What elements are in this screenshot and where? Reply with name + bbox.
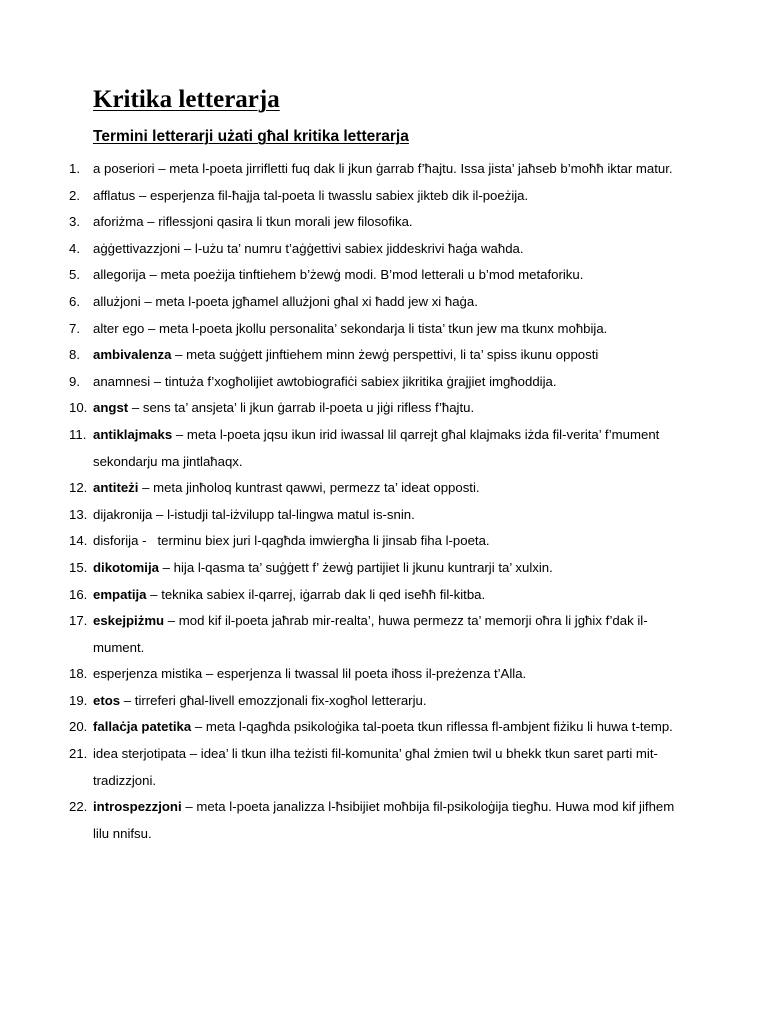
glossary-item [0,582,693,609]
item-term: anamnesi [93,373,151,389]
item-definition: riflessjoni qasira li tkun morali jew filosofika. [158,214,413,230]
item-separator: – [164,613,179,629]
glossary-item [0,183,693,210]
item-number: 11. [69,426,87,442]
item-definition: l-istudji tal-iżvilupp tal-lingwa matul is-snin. [167,506,415,522]
item-number: 6. [69,293,80,309]
item-definition: sens ta’ ansjeta’ li jkun ġarrab il-poeta u jiġi rifless f’ħajtu. [142,400,475,416]
item-number: 15. [69,559,88,575]
item-separator: – [181,799,197,815]
item-number: 21. [69,746,88,762]
item-number: 13. [69,506,88,522]
glossary-item [0,475,693,502]
item-term: introspezzjoni [93,799,182,815]
item-term: afflatus [93,187,136,203]
item-definition: terminu biex juri l-qagħda imwiergħa li jinsab fiha l-poeta. [157,533,490,549]
item-term: disforija [93,533,139,549]
item-separator: – [143,214,159,230]
item-number: 10. [69,400,88,416]
item-term: antiteżi [93,480,139,496]
item-definition: mod kif il-poeta jaħrab mir-realta’, huwa permezz ta’ memorji oħra li jgħix f’dak il-mument. [93,613,648,655]
item-definition: meta l-poeta jkollu personalita’ sekondarja li tista’ tkun jew ma tkunx moħbija. [159,320,608,336]
item-number: 17. [69,613,88,629]
item-number: 14. [69,533,88,549]
item-term: idea sterjotipata [93,746,187,762]
item-term: empatija [93,586,147,602]
item-number: 2. [69,187,80,203]
item-definition: hija l-qasma ta’ suġġett f’ żewġ partijiet li jkunu kuntrarji ta’ xulxin. [173,559,553,575]
item-number: 19. [69,692,88,708]
item-definition: teknika sabiex il-qarrej, iġarrab dak li qed iseħħ fil-kitba. [161,586,486,602]
item-separator: – [152,506,168,522]
glossary-item [0,714,693,741]
item-term: ambivalenza [93,347,172,363]
item-definition: idea’ li tkun ilha teżisti fil-komunita’ għal żmien twil u bhekk tkun saret parti mit-tradizzjoni. [93,746,658,788]
item-definition: tirreferi għal-livell emozzjonali fix-xogħol letterarju. [134,692,427,708]
item-term: alter ego [93,320,145,336]
item-definition: tintuża f’xogħolijiet awtobiografiċi sabiex jikritika ġrajjiet imgħoddija. [164,373,557,389]
item-number: 8. [69,347,80,363]
item-term: eskejpiżmu [93,613,165,629]
item-separator: – [202,666,217,682]
item-number: 18. [69,666,88,682]
item-separator: – [145,267,161,283]
page-title: Kritika letterarja [93,86,280,113]
item-number: 16. [69,586,88,602]
glossary-item [0,608,693,661]
item-term: angst [93,400,129,416]
glossary-item [0,741,693,794]
item-definition: meta jinħoloq kuntrast qawwi, permezz ta’ ideat opposti. [153,480,480,496]
item-separator: – [150,373,165,389]
item-separator: – [146,586,162,602]
glossary-item [0,422,693,475]
item-definition: meta poeżija tinftiehem b’żewġ modi. B’mod letterali u b’mod metaforiku. [160,267,584,283]
item-number: 7. [69,320,80,336]
item-separator: – [154,161,170,176]
glossary-item [0,688,693,715]
item-term: dijakronija [93,506,153,522]
glossary-item [0,794,693,847]
item-separator: - [138,533,158,549]
item-term: aġġettivazzjoni [93,240,181,256]
item-term: allegorija [93,267,146,283]
item-separator: – [128,400,143,416]
item-definition: esperjenza fil-ħajja tal-poeta li twasslu sabiex jikteb dik il-poeżija. [149,187,529,203]
item-separator: – [144,320,159,336]
item-separator: – [120,692,135,708]
item-number: 5. [69,267,80,283]
item-term: allużjoni [93,293,141,309]
item-definition: l-użu ta’ numru t’aġġettivi sabiex jiddeskrivi ħaġa waħda. [194,240,524,256]
glossary-item [0,236,693,263]
item-separator: – [186,746,201,762]
item-number: 1. [69,161,80,176]
item-term: fallaċja patetika [93,719,192,735]
item-separator: – [172,426,187,442]
glossary-item [0,316,693,343]
item-number: 9. [69,373,80,389]
item-number: 3. [69,214,80,230]
item-separator: – [171,347,187,363]
item-definition: meta l-poeta janalizza l-ħsibijiet moħbija fil-psikoloġija tiegħu. Huwa mod kif jifhem lilu nnifsu. [93,799,675,841]
glossary-item [0,262,693,289]
item-definition: meta suġġett jinftiehem minn żewġ perspettivi, li ta’ spiss ikunu opposti [186,347,599,363]
glossary-item [0,502,693,529]
item-term: esperjenza mistika [93,666,203,682]
item-term: etos [93,692,121,708]
item-definition: meta l-qagħda psikoloġika tal-poeta tkun riflessa fl-ambjent fiżiku li huwa t-temp. [205,719,673,735]
item-separator: – [138,480,154,496]
glossary-item [0,289,693,316]
glossary-item [0,528,693,555]
item-separator: – [180,240,195,256]
item-term: dikotomija [93,559,159,575]
glossary-list [0,156,768,847]
item-definition: meta l-poeta jgħamel allużjoni għal xi ħadd jew xi ħaġa. [155,293,478,309]
item-separator: – [140,293,156,309]
glossary-item [0,342,693,369]
glossary-item [0,209,693,236]
item-number: 4. [69,240,80,256]
glossary-item [0,555,693,582]
glossary-item [0,395,693,422]
item-separator: – [191,719,206,735]
glossary-item [0,156,693,183]
section-subtitle: Termini letterarji użati għal kritika letterarja [93,128,409,145]
item-definition: meta l-poeta jqsu ikun irid iwassal lil qarrejt għal klajmaks iżda fil-verita’ f’mument sekondarju ma jintlaħaqx. [93,426,660,469]
item-definition: esperjenza li twassal lil poeta iħoss il-preżenza t’Alla. [216,666,527,682]
glossary-item [0,369,693,396]
item-definition: meta l-poeta jirrifletti fuq dak li jkun ġarrab f’ħajtu. Issa jista’ jaħseb b’moħħ iktar matur. [169,161,673,176]
item-number: 12. [69,480,88,496]
item-term: a poseriori [93,161,155,176]
item-term: aforiżma [93,214,144,230]
item-separator: – [158,559,174,575]
item-separator: – [135,187,150,203]
item-number: 22. [69,799,88,815]
item-term: antiklajmaks [93,426,173,442]
item-number: 20. [69,719,88,735]
glossary-item [0,661,693,688]
